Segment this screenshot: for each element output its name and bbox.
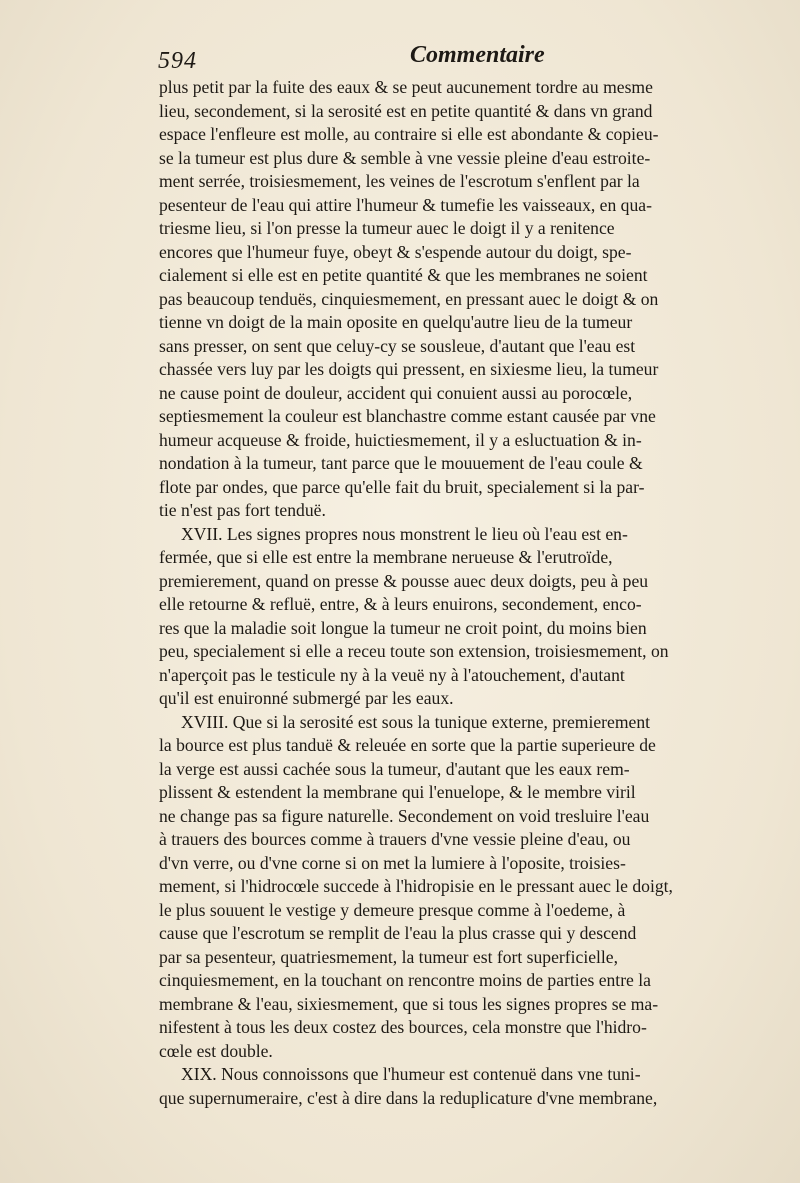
text-line: plus petit par la fuite des eaux & se peut aucunement tordre au mesme <box>159 77 653 97</box>
text-line: cialement si elle est en petite quantité & que les membranes ne soient <box>159 265 648 285</box>
text-line: tie n'est pas fort tenduë. <box>159 500 326 520</box>
text-line: d'vn verre, ou d'vne corne si on met la lumiere à l'oposite, troisies- <box>159 852 626 873</box>
text-line: ment serrée, troisiesmement, les veines de l'escrotum s'enflent par la <box>159 171 640 191</box>
text-line: cœle est double. <box>159 1040 273 1061</box>
text-line: ne cause point de douleur, accident qui conuient aussi au porocœle, <box>159 382 633 403</box>
text-line: flote par ondes, que parce qu'elle fait du bruit, specialement si la par- <box>159 476 645 497</box>
text-line: mement, si l'hidrocœle succede à l'hidropisie en le pressant auec le doigt, <box>159 876 673 896</box>
text-line: se la tumeur est plus dure & semble à vne vessie pleine d'eau estroite- <box>159 147 651 168</box>
text-line: elle retourne & refluë, entre, & à leurs enuirons, secondement, enco- <box>159 594 642 614</box>
text-line: lieu, secondement, si la serosité est en petite quantité & dans vn grand <box>159 100 653 121</box>
text-line: nifestent à tous les deux costez des bources, cela monstre que l'hidro- <box>159 1017 647 1037</box>
text-line: cause que l'escrotum se remplit de l'eau la plus crasse qui y descend <box>159 923 637 943</box>
text-line: n'aperçoit pas le testicule ny à la veuë ny à l'atouchement, d'autant <box>159 664 625 685</box>
text-line: XIX. Nous connoissons que l'humeur est contenuë dans vne tuni- <box>181 1064 641 1084</box>
text-line: peu, specialement si elle a receu toute son extension, troisiesmement, on <box>159 641 669 661</box>
text-line: le plus souuent le vestige y demeure presque comme à l'oedeme, à <box>159 899 626 920</box>
text-line: res que la maladie soit longue la tumeur ne croit point, du moins bien <box>159 617 647 638</box>
page-header <box>150 38 770 78</box>
text-line: à trauers des bources comme à trauers d'vne vessie pleine d'eau, ou <box>159 829 631 849</box>
text-line: par sa pesenteur, quatriesmement, la tumeur est fort superficielle, <box>159 946 619 967</box>
text-line: qu'il est enuironné submergé par les eaux. <box>159 688 454 708</box>
text-line: premierement, quand on presse & pousse auec deux doigts, peu à peu <box>159 570 649 591</box>
text-line: la bource est plus tanduë & releuée en sorte que la partie superieure de <box>159 735 656 755</box>
text-line: tienne vn doigt de la main oposite en quelqu'autre lieu de la tumeur <box>159 312 633 332</box>
text-line: espace l'enfleure est molle, au contraire si elle est abondante & copieu- <box>159 124 659 144</box>
text-line: encores que l'humeur fuye, obeyt & s'espende autour du doigt, spe- <box>159 241 632 262</box>
text-line: membrane & l'eau, sixiesmement, que si tous les signes propres se ma- <box>159 993 659 1014</box>
text-line: fermée, que si elle est entre la membrane nerueuse & l'erutroïde, <box>159 547 613 567</box>
text-line: cinquiesmement, en la touchant on rencontre moins de parties entre la <box>159 970 651 990</box>
text-line: XVII. Les signes propres nous monstrent le lieu où l'eau est en- <box>181 523 628 544</box>
page-number: 594 <box>158 48 197 74</box>
text-line: ne change pas sa figure naturelle. Secondement on void tresluire l'eau <box>159 805 650 826</box>
text-line: triesme lieu, si l'on presse la tumeur auec le doigt il y a renitence <box>159 218 615 238</box>
text-line: nondation à la tumeur, tant parce que le mouuement de l'eau coule & <box>159 453 643 473</box>
text-line: XVIII. Que si la serosité est sous la tunique externe, premierement <box>181 711 651 732</box>
text-line: pesenteur de l'eau qui attire l'humeur & tumefie les vaisseaux, en qua- <box>159 194 652 215</box>
text-line: chassée vers luy par les doigts qui pressent, en sixiesme lieu, la tumeur <box>159 359 659 379</box>
text-line: que supernumeraire, c'est à dire dans la reduplicature d'vne membrane, <box>159 1087 658 1108</box>
text-line: septiesmement la couleur est blanchastre comme estant causée par vne <box>159 406 656 426</box>
text-line: la verge est aussi cachée sous la tumeur, d'autant que les eaux rem- <box>159 758 630 779</box>
text-line: sans presser, on sent que celuy-cy se sousleue, d'autant que l'eau est <box>159 335 636 356</box>
text-line: humeur acqueuse & froide, huictiesmement, il y a esluctuation & in- <box>159 429 642 450</box>
text-line: plissent & estendent la membrane qui l'enuelope, & le membre viril <box>159 782 636 802</box>
running-title: Commentaire <box>410 42 545 68</box>
text-line: pas beaucoup tenduës, cinquiesmement, en pressant auec le doigt & on <box>159 288 659 309</box>
body-text <box>159 76 791 1110</box>
